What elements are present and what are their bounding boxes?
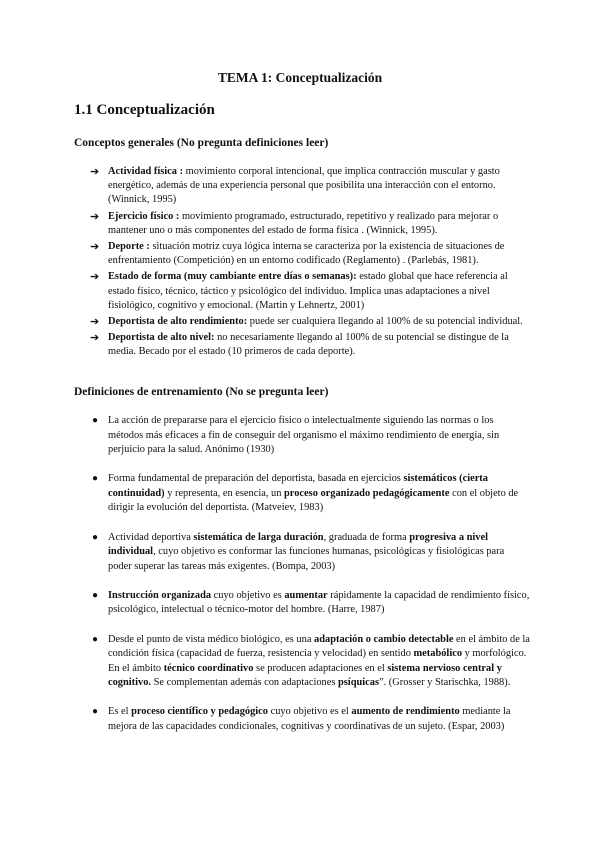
concept-term: Deportista de alto nivel: — [108, 332, 215, 344]
concept-text: no necesariamente llegando al 100% de su potencial se distingue de la media. Becado por el estado (10 primeros de cada deporte). — [108, 332, 509, 358]
list-item — [90, 472, 530, 516]
definition-text: con el objeto de dirigir la evolución del deportista. (Matveiev, 1983) — [108, 487, 519, 514]
definition-text: La acción de prepararse para el ejercicio físico o intelectualmente siguiendo las normas o los métodos más eficaces a fin de conseguir del organismo el máximo rendimiento de energía, sin perjuicio para la salud. Anónimo (1930) — [108, 415, 500, 456]
bullet-icon: ● — [92, 589, 99, 601]
concept-text: movimiento corporal intencional, que implica contracción muscular y gasto energético, además de una experiencia personal que posibilita una interacción con el entorno. (Winnick, 1995) — [108, 166, 500, 206]
definition-bold: proceso científico y pedagógico — [131, 706, 268, 718]
definition-text: se producen adaptaciones en el — [253, 662, 388, 674]
definition-bold: proceso organizado pedagógicamente — [284, 487, 450, 499]
concept-text: movimiento programado, estructurado, repetitivo y realizado para mejorar o mantener uno o más componentes del estado de forma física . (Winnick, 1995). — [108, 210, 499, 236]
definition-bold: adaptación o cambio detectable — [314, 633, 454, 645]
definition-bold: sistema nervioso central y cognitivo. — [108, 662, 502, 689]
concept-term: Estado de forma (muy cambiante entre días o semanas): — [108, 271, 357, 283]
definition-bold: psíquicas — [337, 677, 379, 689]
list-item — [90, 633, 530, 691]
definition-bold: técnico coordinativo — [163, 662, 254, 674]
definition-text: Es el — [108, 706, 132, 718]
arrow-icon: ➔ — [90, 332, 100, 345]
bullet-icon: ● — [92, 415, 99, 426]
concept-text: estado global que hace referencia al estado físico, técnico, táctico y psicológico del individuo. Implica unas adaptaciones a nivel fisiológico, cognitivo y emocional. (Martin y Lehnertz, 2001) — [108, 271, 508, 311]
definition-bold: Instrucción organizada — [108, 589, 212, 601]
list-item — [90, 315, 530, 329]
definition-text: rápidamente la capacidad de rendimiento físico, psicológico, intelectual o técnico-motor del hombre. (Harre, 1987) — [108, 589, 530, 616]
arrow-icon: ➔ — [90, 241, 100, 254]
list-item — [90, 705, 530, 734]
bullet-icon: ● — [92, 473, 99, 485]
subheading-concepts: Conceptos generales (No pregunta definiciones leer) — [74, 137, 329, 149]
concept-term: Ejercicio físico : — [108, 210, 180, 222]
bullet-icon: ● — [92, 633, 99, 645]
definition-text: y representa, en esencia, un — [164, 487, 285, 499]
arrow-icon: ➔ — [90, 166, 100, 178]
definition-bold: progresiva a nivel individual — [108, 531, 488, 558]
list-item — [90, 270, 530, 313]
definition-bold: sistemática de larga duración — [193, 531, 324, 543]
definition-bold: aumentar — [284, 589, 328, 601]
list-item — [90, 531, 530, 575]
list-item — [90, 589, 530, 618]
definition-text: Actividad deportiva — [108, 531, 194, 543]
list-item — [90, 414, 530, 458]
definition-text: cuyo objetivo es el — [267, 706, 352, 718]
definition-text: en el ámbito de la condición física (capacidad de fuerza, resistencia y velocidad) en sentido — [108, 633, 530, 660]
concept-text: situación motriz cuya lógica interna se caracteriza por la existencia de situaciones de enfrentamiento (Competición) en un entorno codificado (Reglamento) . (Parlebás, 1981). — [108, 241, 505, 267]
subheading-definitions: Definiciones de entrenamiento (No se pregunta leer) — [74, 386, 329, 398]
concept-term: Actividad física : — [108, 166, 184, 177]
definition-text: Desde el punto de vista médico biológico, es una — [108, 633, 315, 645]
definition-text: mediante la mejora de las capacidades condicionales, cognitivas y coordinativas de un sujeto. (Espar, 2003) — [108, 706, 511, 732]
concept-term: Deporte : — [108, 241, 150, 253]
definitions-list — [90, 414, 530, 749]
list-item — [90, 331, 530, 359]
definition-bold: metabólico — [413, 648, 463, 660]
bullet-icon: ● — [92, 531, 99, 543]
concept-term: Deportista de alto rendimiento: — [108, 316, 248, 328]
definition-text: cuyo objetivo es — [211, 589, 285, 601]
list-item — [90, 240, 530, 268]
arrow-icon: ➔ — [90, 316, 100, 329]
section-heading: 1.1 Conceptualización — [74, 102, 215, 118]
definition-text: ”. (Grosser y Starischka, 1988). — [379, 677, 511, 689]
list-item — [90, 165, 530, 208]
definition-text: , cuyo objetivo es conformar las funciones humanas, psicológicas y fisiológicas para poder superar las tareas más exigentes. (Bompa, 2003) — [108, 546, 505, 572]
list-item — [90, 210, 530, 238]
definition-bold: aumento de rendimiento — [351, 706, 460, 718]
definition-text: , graduada de forma — [323, 531, 410, 543]
definition-text: Se complementan además con adaptaciones — [151, 677, 338, 689]
definition-bold: sistemáticos (cierta continuidad) — [108, 473, 488, 499]
arrow-icon: ➔ — [90, 210, 100, 223]
bullet-icon: ● — [92, 706, 99, 718]
definition-text: Forma fundamental de preparación del deportista, basada en ejercicios — [108, 473, 404, 485]
definition-text: y morfológico. En el ámbito — [108, 648, 527, 674]
concept-text: puede ser cualquiera llegando al 100% de su potencial individual. — [247, 316, 523, 328]
arrow-icon: ➔ — [90, 271, 100, 284]
page-title: TEMA 1: Conceptualización — [217, 70, 383, 85]
concepts-list — [90, 165, 530, 362]
